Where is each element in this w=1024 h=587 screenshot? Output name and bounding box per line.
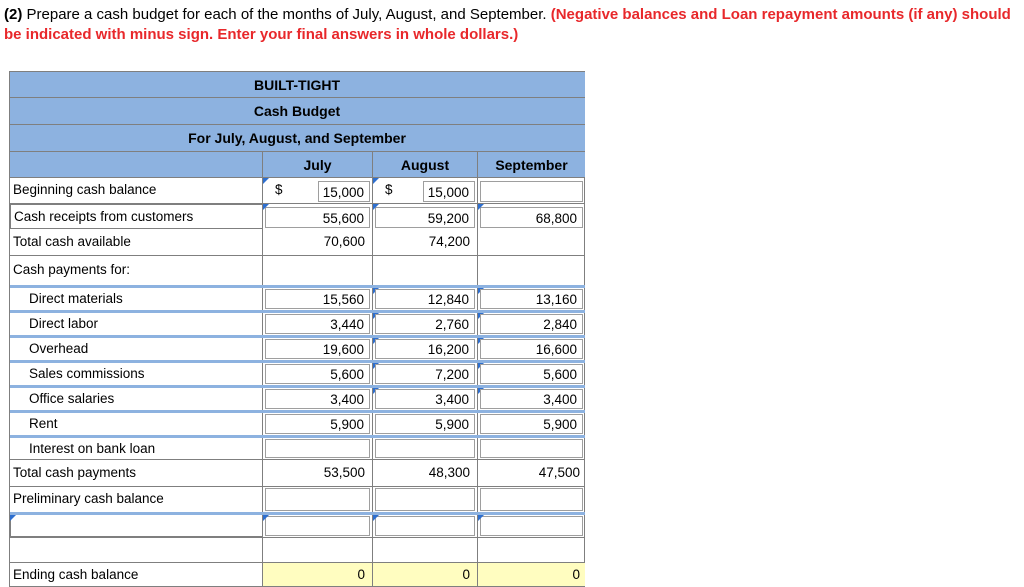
value: 47,500 (538, 465, 580, 480)
row-label: Cash payments for: (10, 256, 262, 285)
row-preliminary-balance (10, 486, 585, 512)
interest-july-input[interactable] (265, 439, 370, 458)
row-label: Preliminary cash balance (10, 487, 262, 512)
commissions-august-input[interactable]: 7,200 (375, 364, 475, 384)
row-label: Total cash payments (10, 460, 262, 486)
cash-budget-table (9, 71, 585, 587)
value: 48,300 (428, 465, 470, 480)
preliminary-july-input[interactable] (265, 488, 370, 511)
row-label: Overhead (10, 338, 262, 360)
budget-title: Cash Budget (253, 103, 341, 119)
cell-september (477, 487, 585, 512)
flag-icon (263, 515, 269, 521)
row-cash-receipts (10, 203, 585, 229)
labor-august-input[interactable]: 2,760 (375, 314, 475, 334)
cell-july (262, 288, 372, 310)
cell-august (372, 363, 477, 385)
question-number: (2) (4, 6, 23, 23)
row-rent (10, 410, 585, 435)
cell-september (477, 288, 585, 310)
cell-august (372, 229, 477, 255)
blank-label-input[interactable] (10, 515, 262, 537)
dollar-sign: $ (275, 182, 283, 197)
cell-august (372, 204, 477, 229)
cell-september (477, 388, 585, 410)
cell-august (372, 413, 477, 435)
row-label: Office salaries (10, 388, 262, 410)
row-blank-entry (10, 512, 585, 538)
row-interest (10, 435, 585, 460)
question-emphasis: (Negative balances and Loan repayment amounts (if any) should be indicated with minus sign. Enter your final answers in whole dollars.) (4, 6, 1011, 43)
preliminary-august-input[interactable] (375, 488, 475, 511)
cell-august (372, 178, 477, 203)
cell-september (477, 563, 585, 587)
cell-july (262, 229, 372, 255)
instructions (4, 5, 1020, 45)
commissions-september-input[interactable]: 5,600 (480, 364, 583, 384)
flag-icon (373, 204, 379, 210)
cell-september (477, 538, 585, 562)
receipts-july-input[interactable]: 55,600 (265, 207, 370, 228)
row-spacer (10, 538, 585, 562)
cell-august (372, 487, 477, 512)
flag-icon (373, 178, 379, 184)
cell-september (477, 229, 585, 255)
row-label: Cash receipts from customers (10, 204, 262, 229)
cell-september (477, 338, 585, 360)
cell-september (477, 460, 585, 486)
labor-july-input[interactable]: 3,440 (265, 314, 370, 334)
cell-august (372, 288, 477, 310)
blank-august-input[interactable] (375, 516, 475, 536)
column-header-september: September (477, 151, 585, 177)
row-label: Ending cash balance (10, 563, 262, 587)
preliminary-september-input[interactable] (480, 488, 583, 511)
row-direct-labor (10, 310, 585, 335)
beginning-august-input[interactable]: 15,000 (423, 181, 475, 202)
cell-august (372, 538, 477, 562)
cell-august (372, 313, 477, 335)
materials-august-input[interactable]: 12,840 (375, 289, 475, 309)
cell-august (372, 438, 477, 459)
materials-september-input[interactable]: 13,160 (480, 289, 583, 309)
dollar-sign: $ (385, 182, 393, 197)
rent-august-input[interactable]: 5,900 (375, 414, 475, 434)
cell-september (477, 313, 585, 335)
flag-icon (10, 515, 16, 521)
rent-september-input[interactable]: 5,900 (480, 414, 583, 434)
receipts-august-input[interactable]: 59,200 (375, 207, 475, 228)
header-company-row (10, 71, 585, 98)
header-title-row (10, 97, 585, 124)
overhead-july-input[interactable]: 19,600 (265, 339, 370, 359)
cell-july (262, 413, 372, 435)
cell-july (262, 487, 372, 512)
commissions-july-input[interactable]: 5,600 (265, 364, 370, 384)
cell-september (477, 413, 585, 435)
company-name: BUILT-TIGHT (253, 77, 341, 93)
salaries-july-input[interactable]: 3,400 (265, 389, 370, 409)
value: 53,500 (323, 465, 365, 480)
row-label: Interest on bank loan (10, 438, 262, 459)
cell-august (372, 460, 477, 486)
cell-september (477, 204, 585, 229)
cell-july (262, 388, 372, 410)
cell-september (477, 363, 585, 385)
row-label: Beginning cash balance (10, 178, 262, 203)
materials-july-input[interactable]: 15,560 (265, 289, 370, 309)
value: 74,200 (428, 234, 470, 249)
cell-august (372, 515, 477, 537)
salaries-september-input[interactable]: 3,400 (480, 389, 583, 409)
cell-august (372, 388, 477, 410)
row-label: Total cash available (10, 229, 262, 255)
labor-september-input[interactable]: 2,840 (480, 314, 583, 334)
budget-period: For July, August, and September (188, 130, 406, 146)
beginning-september-input[interactable] (480, 181, 583, 202)
interest-august-input[interactable] (375, 439, 475, 458)
value: 0 (357, 567, 365, 582)
cell-july (262, 460, 372, 486)
row-payments-header (10, 255, 585, 285)
header-period-row (10, 124, 585, 151)
flag-icon (478, 515, 484, 521)
value: 0 (572, 567, 580, 582)
row-office-salaries (10, 385, 585, 410)
cell-september (477, 438, 585, 459)
row-label: Direct labor (10, 313, 262, 335)
cell-july (262, 438, 372, 459)
flag-icon (263, 204, 269, 210)
column-header-august: August (372, 151, 477, 177)
cell-august (372, 338, 477, 360)
row-label: Rent (10, 413, 262, 435)
row-total-available (10, 229, 585, 255)
overhead-august-input[interactable]: 16,200 (375, 339, 475, 359)
interest-september-input[interactable] (480, 439, 583, 458)
cell-july (262, 313, 372, 335)
flag-icon (263, 178, 269, 184)
blank-september-input[interactable] (480, 516, 583, 536)
salaries-august-input[interactable]: 3,400 (375, 389, 475, 409)
cell-july (262, 178, 372, 203)
rent-july-input[interactable]: 5,900 (265, 414, 370, 434)
question-text: Prepare a cash budget for each of the months of July, August, and September. (22, 6, 551, 23)
cell-september (477, 178, 585, 203)
blank-july-input[interactable] (265, 516, 370, 536)
row-label: Direct materials (10, 288, 262, 310)
cell-july (262, 538, 372, 562)
row-sales-commissions (10, 360, 585, 385)
cell-july (262, 563, 372, 587)
cell-july (262, 363, 372, 385)
value: 70,600 (323, 234, 365, 249)
value: 0 (462, 567, 470, 582)
beginning-july-input[interactable]: 15,000 (318, 181, 370, 202)
row-beginning-cash (10, 177, 585, 203)
row-overhead (10, 335, 585, 360)
flag-icon (373, 515, 379, 521)
overhead-september-input[interactable]: 16,600 (480, 339, 583, 359)
cell-july (262, 515, 372, 537)
flag-icon (478, 204, 484, 210)
cell-july (262, 204, 372, 229)
cell-august (372, 563, 477, 587)
receipts-september-input[interactable]: 68,800 (480, 207, 583, 228)
cell-september (477, 256, 585, 285)
cell-july (262, 338, 372, 360)
cell-july (262, 256, 372, 285)
row-label: Sales commissions (10, 363, 262, 385)
column-header-july: July (262, 151, 372, 177)
row-direct-materials (10, 285, 585, 310)
cell-august (372, 256, 477, 285)
cell-september (477, 515, 585, 537)
row-total-payments (10, 460, 585, 486)
row-ending-balance (10, 562, 585, 587)
